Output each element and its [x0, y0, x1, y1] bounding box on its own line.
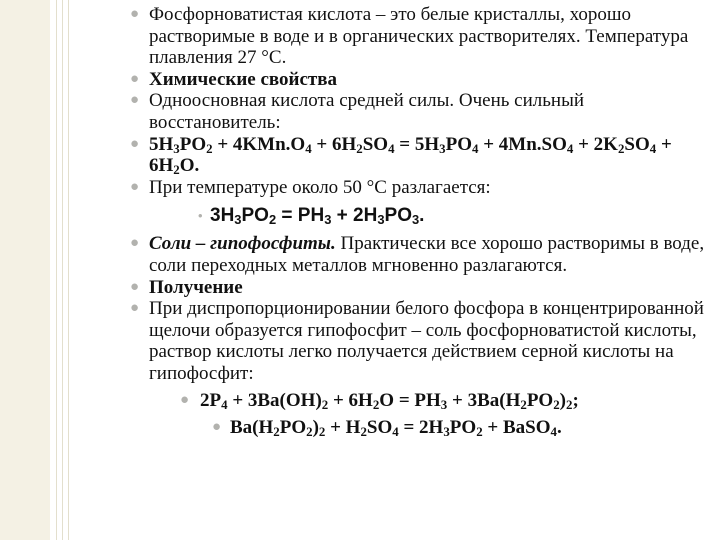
- bullet-item: [130, 4, 715, 69]
- side-decor-band: [0, 0, 50, 540]
- bullet-icon: ●: [130, 235, 140, 252]
- item-text: Практически все хорошо растворимы в воде, соли переходных металлов мгновенно разлагаются.: [149, 233, 705, 276]
- bullet-item: [130, 233, 715, 276]
- side-decor-line: [62, 0, 63, 540]
- bullet-item: [130, 298, 715, 384]
- section-heading: Получение: [149, 276, 243, 298]
- bullet-icon: ●: [130, 92, 140, 109]
- bullet-item: [130, 69, 715, 91]
- side-decor-line: [56, 0, 57, 540]
- sub-bullet-icon: •: [198, 208, 203, 224]
- item-text: Одноосновная кислота средней силы. Очень сильный восстановитель:: [149, 90, 585, 133]
- bullet-item-equation: [130, 134, 715, 177]
- bullet-item: [130, 277, 715, 299]
- bullet-icon: ●: [130, 6, 140, 22]
- side-decor-line: [68, 0, 69, 540]
- bullet-icon: ●: [180, 391, 190, 408]
- item-text: При диспропорционировании белого фосфора в концентрированной щелочи образуется гипофосфит – соль фосфорноватистой кислоты, раствор кислоты легко получается действием серной кислоты на гипофосфит:: [149, 298, 704, 384]
- redox-equation: $5H_3PO_2 + 4KMn.O_4 + 6H_2SO_4 = 5H_3PO_4 + 4Mn.SO_4 + 2K_2SO_4 + 6H_2O$.: [149, 133, 672, 178]
- bullet-icon: ●: [130, 300, 140, 317]
- synthesis-equation: ● $2P_4 + 3Ba(OH)_2 + 6H_2O = PH_3 + 3Ba(H_2PO_2)_2$;: [180, 389, 579, 412]
- decomposition-equation: • $3H_3PO_2 = PH_3 + 2H_3PO_3$.: [198, 205, 425, 228]
- salts-heading: Соли – гипофосфиты.: [149, 233, 336, 255]
- bullet-icon: ●: [130, 278, 140, 295]
- item-text: Фосфорноватистая кислота – это белые кристаллы, хорошо растворимые в воде и в органических растворителях. Температура плавления 27 °С.: [149, 4, 689, 69]
- item-text: При температуре около 50 °С разлагается:: [149, 176, 491, 198]
- bullet-icon: ●: [130, 135, 140, 152]
- bullet-item: [130, 177, 715, 199]
- bullet-item: [130, 90, 715, 133]
- section-heading: Химические свойства: [149, 68, 337, 90]
- acid-release-equation: ● $Ba(H_2PO_2)_2 + H_2SO_4 = 2H_3PO_2$ + BaSO$_4$.: [212, 416, 562, 439]
- bullet-icon: ●: [212, 418, 222, 435]
- bullet-icon: ●: [130, 178, 140, 195]
- slide-content: [130, 4, 715, 439]
- bullet-icon: ●: [130, 70, 140, 87]
